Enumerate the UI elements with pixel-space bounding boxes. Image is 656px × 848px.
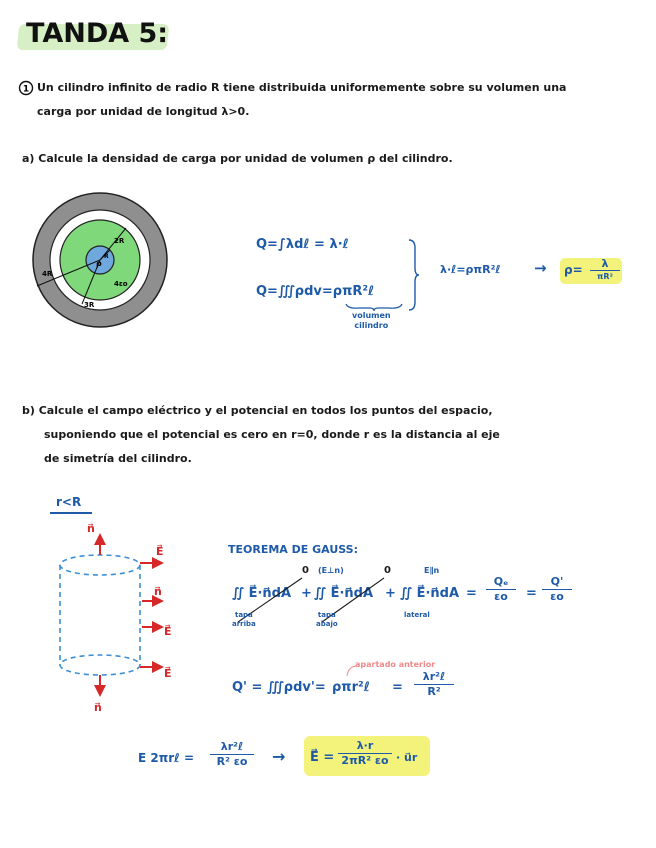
page-title: TANDA 5:	[26, 18, 169, 49]
label-rho: ρ	[96, 259, 102, 268]
tapa-abajo-2: abajo	[316, 620, 338, 628]
qprime-num: Q'	[550, 575, 564, 588]
aside-arrow	[342, 664, 362, 678]
result-rho-lhs: ρ=	[564, 263, 583, 277]
final-result-num: λ·r	[356, 739, 374, 752]
cylinder-bottom	[60, 655, 140, 675]
label-n-side: n⃗	[154, 585, 162, 598]
result-den: πR²	[590, 270, 620, 283]
final-lhs: E 2πrℓ =	[138, 751, 195, 765]
label-e-top: E⃗	[156, 545, 164, 558]
problem-number-badge	[18, 80, 34, 96]
problem-number: 1	[22, 84, 30, 95]
result-num: λ	[601, 257, 609, 270]
eq2-prefix: Q=∭ρdv=	[256, 284, 333, 299]
qprime-den: εo	[542, 589, 572, 604]
eq-combined: λ·ℓ=ρπR²ℓ	[440, 263, 501, 276]
flux-bottom: ∬ E⃗·n⃗dA	[314, 586, 374, 601]
cylinder-top	[60, 555, 140, 575]
qprime-fraction	[542, 575, 572, 604]
volume-note	[352, 311, 391, 331]
final-result-fraction	[338, 739, 392, 768]
qprime-eq-lhs: Q' = ∭ρdv'=	[232, 680, 326, 695]
qprime-fraction-2	[414, 670, 454, 699]
flux-side: ∬ E⃗·n⃗dA	[400, 586, 460, 601]
gauss-title: TEOREMA DE GAUSS:	[228, 543, 359, 556]
right-brace	[406, 238, 420, 312]
label-n-top: n⃗	[87, 522, 95, 535]
flux-top: ∬ E⃗·n⃗dA	[232, 586, 292, 601]
lateral-note: lateral	[404, 611, 430, 619]
qprime-eq-mid: ρπr²ℓ	[332, 680, 370, 695]
label-4r: 4R	[42, 270, 53, 278]
final-result-lhs: E⃗ =	[310, 750, 335, 765]
zero-2: 0	[384, 565, 391, 576]
label-e-bottom: E⃗	[164, 667, 172, 680]
label-epsilon: 4εo	[114, 280, 128, 288]
tapa-arriba-note	[232, 611, 256, 629]
plus-2: +	[385, 586, 396, 601]
equals-1: =	[466, 586, 477, 601]
label-3r: 3R	[84, 301, 95, 309]
plus-1: +	[301, 586, 312, 601]
label-2r: 2R	[114, 237, 125, 245]
par-note: E∥n	[424, 566, 440, 575]
volume-note-2: cilindro	[354, 321, 389, 330]
final-arrow: →	[272, 747, 286, 766]
tapa-abajo-note	[316, 611, 338, 629]
zero-1: 0	[302, 565, 309, 576]
qenc-den: εo	[486, 589, 516, 604]
perp-note: (E⊥n)	[318, 566, 344, 575]
qenc-num: Qₑ	[493, 575, 509, 588]
final-lhs-num: λr²ℓ	[220, 740, 244, 753]
final-result-den: 2πR² εo	[338, 753, 392, 768]
eq-charge-line: Q=∫λdℓ = λ·ℓ	[256, 237, 349, 252]
problem-line-2: carga por unidad de longitud λ>0.	[37, 105, 250, 118]
volume-note-1: volumen	[352, 311, 391, 320]
qenc-fraction	[486, 575, 516, 604]
result-fraction	[590, 258, 620, 283]
problem-number-circle	[18, 80, 34, 99]
tapa-abajo-1: tapa	[317, 611, 336, 619]
region-underline	[50, 512, 92, 514]
qprime-num-2: λr²ℓ	[422, 670, 446, 683]
tapa-arriba-2: arriba	[232, 620, 256, 628]
region-label: r<R	[56, 495, 82, 509]
final-lhs-den: R² εo	[210, 754, 254, 769]
aside-note: apartado anterior	[355, 660, 436, 669]
final-lhs-fraction	[210, 740, 254, 769]
cylinder-cross-section	[30, 190, 170, 330]
part-b-line-3: de simetría del cilindro.	[44, 452, 192, 465]
title-block	[18, 20, 170, 54]
part-b-line-1: b) Calcule el campo eléctrico y el potencial en todos los puntos del espacio,	[22, 404, 493, 417]
label-r: R	[104, 253, 109, 260]
eq-charge-volume	[256, 284, 374, 299]
eq2-value: ρπR²ℓ	[332, 284, 375, 299]
tapa-arriba-1: tapa	[234, 611, 253, 619]
equals-3: =	[392, 680, 403, 695]
final-result-tail: · u⃗r	[396, 751, 418, 764]
equals-2: =	[526, 586, 537, 601]
arrow-a: →	[534, 259, 547, 277]
label-n-bottom: n⃗	[94, 701, 102, 714]
part-a-statement: a) Calcule la densidad de carga por unidad de volumen ρ del cilindro.	[22, 152, 453, 165]
part-b-line-2: suponiendo que el potencial es cero en r=0, donde r es la distancia al eje	[44, 428, 500, 441]
problem-line-1: Un cilindro infinito de radio R tiene distribuida uniformemente sobre su volumen una	[37, 81, 567, 94]
label-e-side: E⃗	[164, 625, 172, 638]
gaussian-cylinder	[50, 515, 180, 715]
qprime-den-2: R²	[414, 684, 454, 699]
